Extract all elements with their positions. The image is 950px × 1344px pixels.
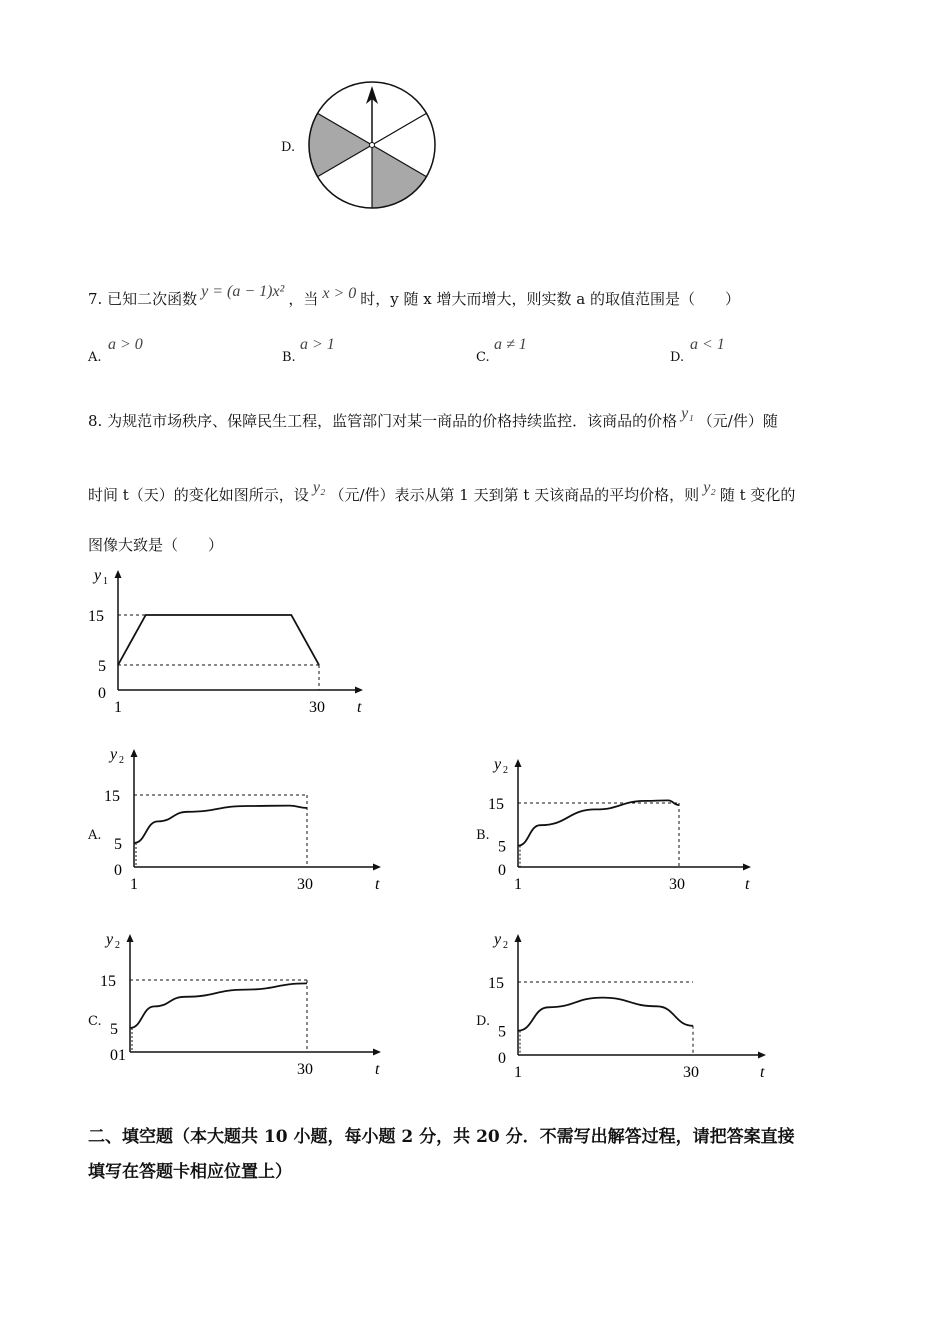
- y-axis-label-subscript: 2: [503, 765, 508, 776]
- x-axis-arrow-icon: [373, 1049, 381, 1056]
- chart-option-c: [98, 930, 388, 1080]
- x-tick-label-1: 1: [514, 1064, 522, 1081]
- y-axis-label: y: [94, 567, 102, 584]
- y-axis-label: y: [110, 746, 118, 763]
- chart-y1-main: [85, 560, 375, 720]
- x-axis-label: t: [760, 1064, 765, 1081]
- y-tick-label-5: 5: [114, 836, 122, 853]
- y-axis-label: y: [494, 756, 502, 773]
- q7-option-b-math: a > 1: [300, 336, 335, 353]
- y-axis-arrow-icon: [127, 934, 134, 942]
- section2-heading-line1: 二、填空题（本大题共 10 小题，每小题 2 分，共 20 分．不需写出解答过程，请把答案直接: [88, 1127, 795, 1147]
- q7-option-d-math: a < 1: [690, 336, 725, 353]
- q8-option-d-label: D.: [476, 1014, 491, 1029]
- chart-option-a: [98, 745, 388, 895]
- chart-option-b: [488, 755, 758, 895]
- x-tick-label-30: 30: [297, 876, 313, 893]
- x-axis-arrow-icon: [743, 864, 751, 871]
- x-axis-label: t: [357, 699, 362, 716]
- series-line: [518, 800, 679, 845]
- x-axis-arrow-icon: [758, 1052, 766, 1059]
- y-tick-label-0: 0: [498, 862, 506, 879]
- y-tick-label-15: 15: [88, 608, 104, 625]
- q8-line3: 图像大致是（ ）: [88, 536, 224, 554]
- q7-option-c-label: C.: [476, 350, 490, 365]
- q7-option-b-label: B.: [282, 350, 296, 365]
- y-axis-label-subscript: 2: [115, 940, 120, 951]
- x-tick-label-1: 1: [130, 876, 138, 893]
- series-line: [134, 806, 307, 843]
- series-line: [118, 615, 319, 665]
- shaded-sector-bottom-right: [372, 145, 427, 208]
- q7-formula: y = (a − 1)x²: [201, 283, 285, 300]
- x-tick-label-30: 30: [309, 699, 325, 716]
- y-axis-arrow-icon: [515, 759, 522, 767]
- q7-option-a-math: a > 0: [108, 336, 143, 353]
- y-tick-label-0: 0: [498, 1050, 506, 1067]
- y-tick-label-5: 5: [498, 1023, 506, 1041]
- q7-option-a-label: A.: [88, 350, 102, 365]
- y-tick-label-5: 5: [110, 1021, 118, 1038]
- y-tick-label-5: 5: [98, 658, 106, 675]
- y-tick-label-15: 15: [104, 788, 120, 805]
- section2-heading-line2: 填写在答题卡相应位置上）: [88, 1162, 292, 1182]
- y-axis-arrow-icon: [515, 934, 522, 942]
- q8-option-a-label: A.: [88, 828, 102, 843]
- series-line: [518, 998, 693, 1031]
- x-tick-label-30: 30: [297, 1061, 313, 1078]
- q7-condition: x > 0: [322, 285, 357, 302]
- y-tick-label-15: 15: [488, 975, 504, 992]
- x-tick-label-1: 1: [514, 876, 522, 893]
- y-axis-label: y: [106, 931, 114, 948]
- y-axis-label-subscript: 2: [119, 755, 124, 766]
- y-axis-arrow-icon: [115, 570, 122, 578]
- q8-option-c-label: C.: [88, 1014, 102, 1029]
- y-axis-arrow-icon: [131, 749, 138, 757]
- series-line: [130, 983, 307, 1028]
- x-tick-label-30: 30: [683, 1064, 699, 1081]
- x-tick-label-30: 30: [669, 876, 685, 893]
- q6-option-d-label: D.: [281, 140, 296, 155]
- q7-stem: 7. 已知二次函数 y = (a − 1)x² ，当 x > 0 时，y 随 x 增大而增大，则实数 a 的取值范围是（ ）: [88, 283, 740, 308]
- x-axis-arrow-icon: [355, 687, 363, 694]
- x-axis-label: t: [375, 876, 380, 893]
- y-tick-label-0: 01: [110, 1047, 126, 1064]
- y-tick-label-0: 0: [98, 685, 106, 702]
- q7-option-c-math: a ≠ 1: [494, 336, 527, 353]
- spinner-diagram: [305, 80, 439, 214]
- x-axis-label: t: [375, 1061, 380, 1078]
- q7-option-d-label: D.: [670, 350, 685, 365]
- y-axis-label-subscript: 2: [503, 940, 508, 951]
- q8-option-b-label: B.: [476, 828, 490, 843]
- y-tick-label-15: 15: [488, 796, 504, 813]
- y-tick-label-5: 5: [498, 838, 506, 856]
- x-tick-label-1: 1: [114, 699, 122, 716]
- y-tick-label-15: 15: [100, 973, 116, 990]
- y-axis-label: y: [494, 931, 502, 948]
- chart-option-d: [488, 930, 778, 1085]
- q8-line2: 时间 t（天）的变化如图所示，设 y₂ （元/件）表示从第 1 天到第 t 天该商品的平均价格，则 y₂ 随 t 变化的: [88, 479, 796, 504]
- y-tick-label-0: 0: [114, 862, 122, 879]
- shaded-sector-left: [308, 113, 372, 177]
- q8-line1: 8. 为规范市场秩序、保障民生工程，监管部门对某一商品的价格持续监控．该商品的价格 y₁ （元/件）随: [88, 405, 778, 430]
- x-axis-arrow-icon: [373, 864, 381, 871]
- x-axis-label: t: [745, 876, 750, 893]
- y-axis-label-subscript: 1: [103, 576, 108, 587]
